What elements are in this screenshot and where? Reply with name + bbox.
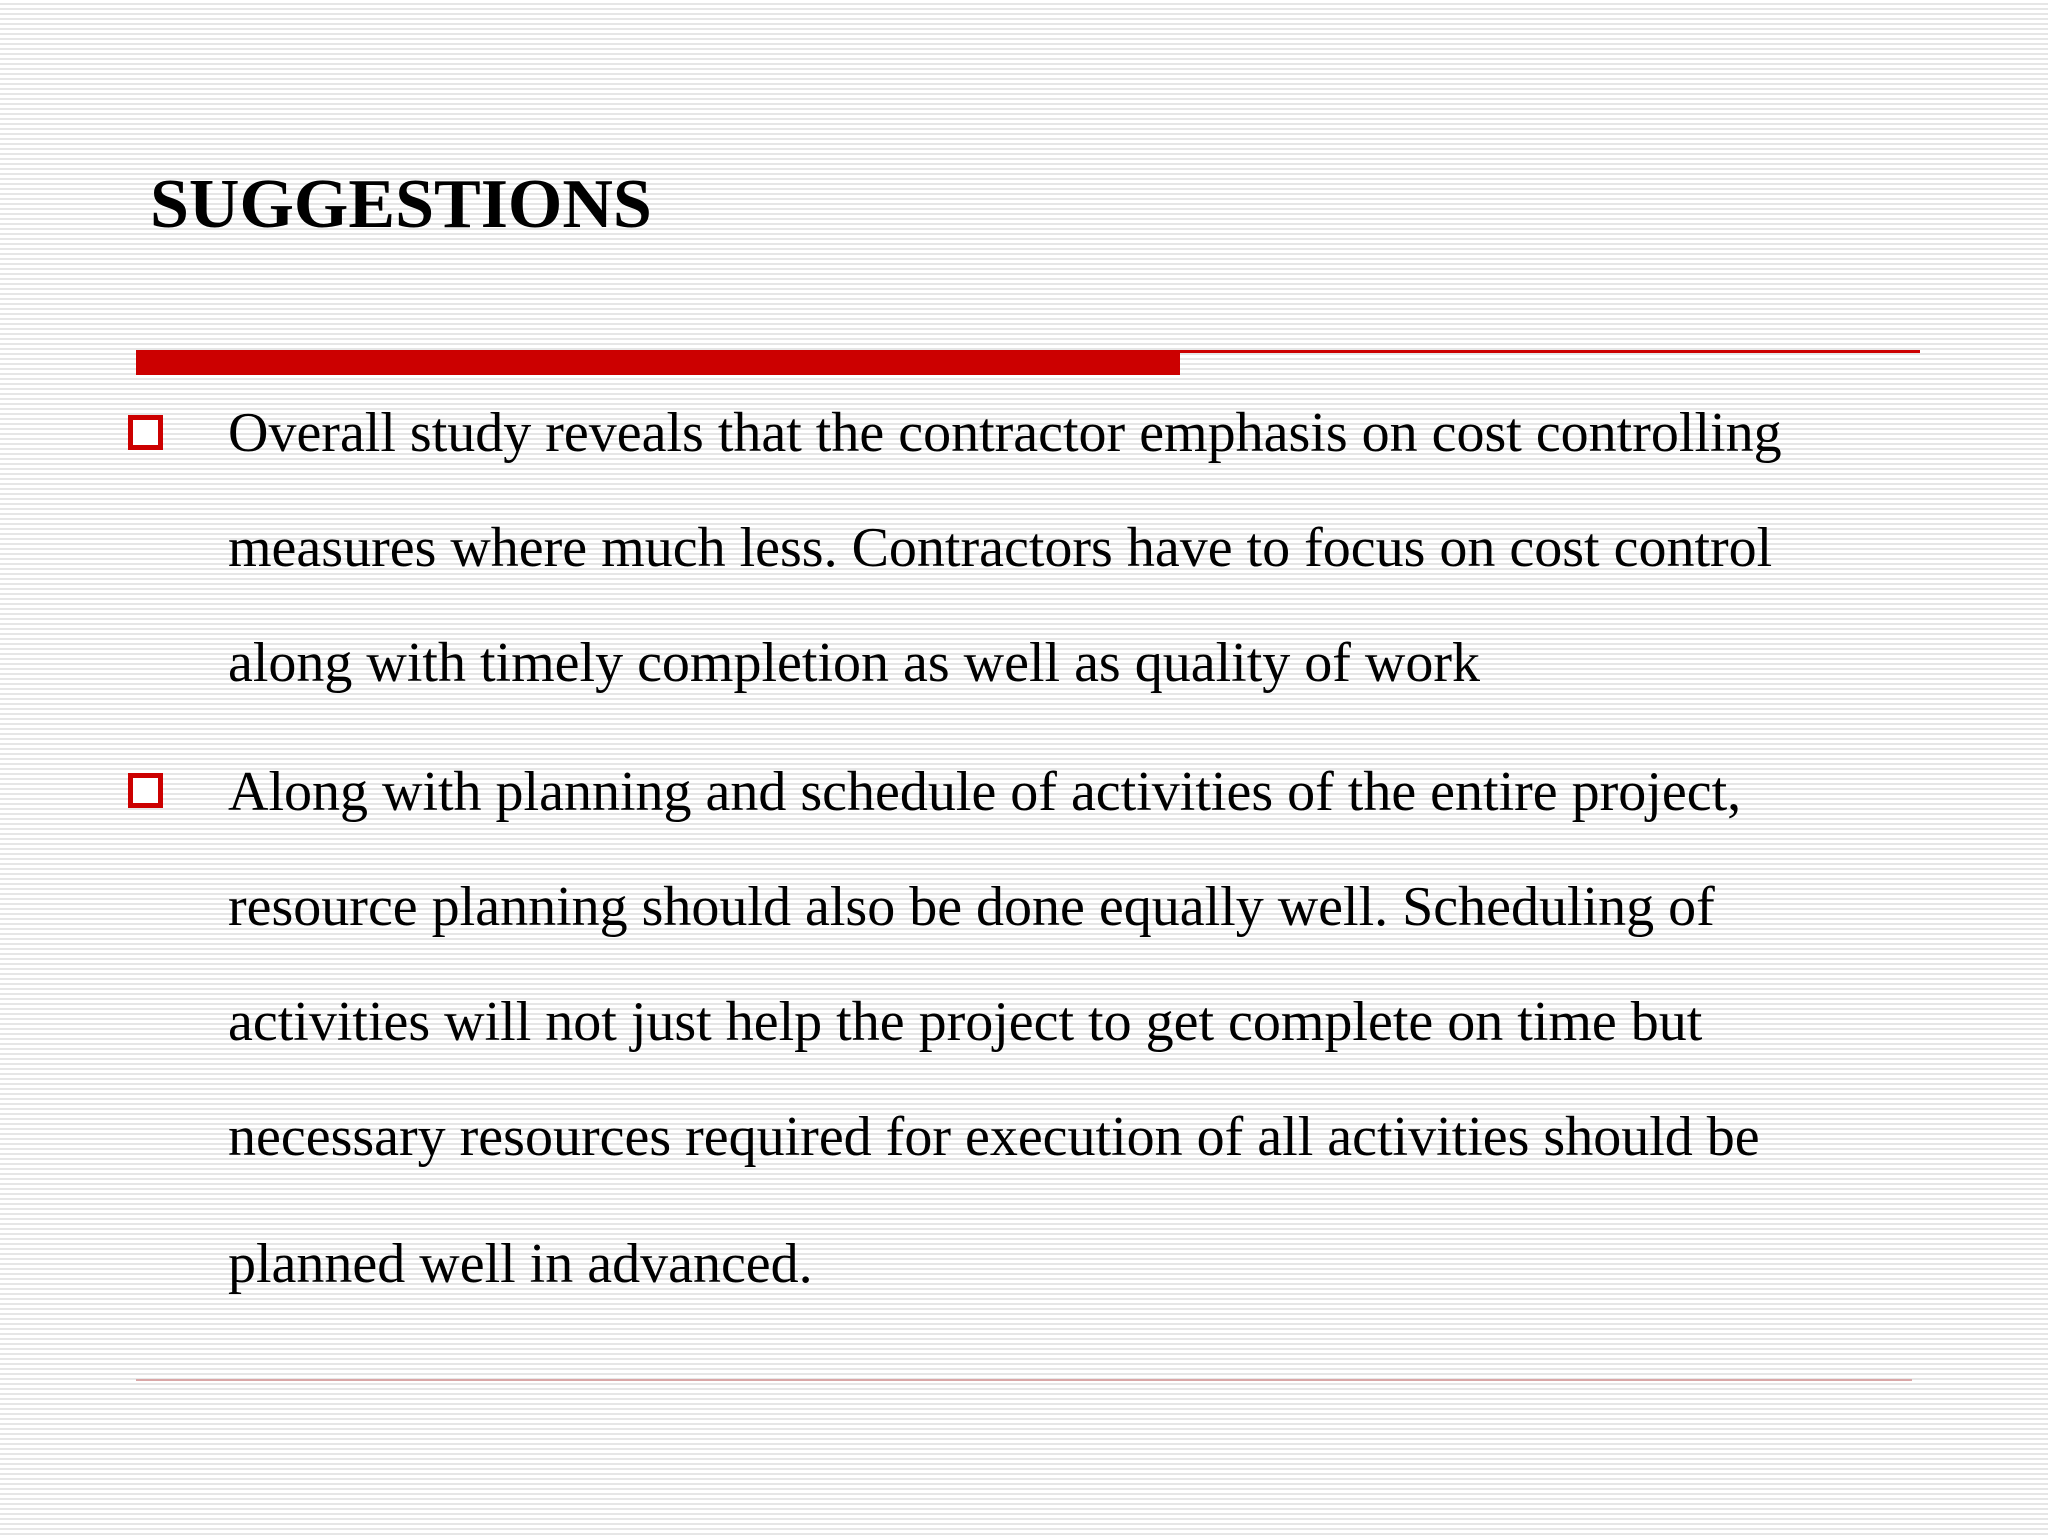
bullet-1-line-2: measures where much less. Contractors have to focus on cost control xyxy=(228,517,1773,579)
bullet-1-line-1: Overall study reveals that the contractor emphasis on cost controlling xyxy=(228,402,1782,464)
hollow-square-bullet-icon xyxy=(128,415,163,450)
bullet-2-line-2: resource planning should also be done equally well. Scheduling of xyxy=(228,876,1715,938)
bullet-2-line-3: activities will not just help the project to get complete on time but xyxy=(228,991,1703,1053)
bullet-1-line-3: along with timely completion as well as quality of work xyxy=(228,632,1480,694)
bullet-item-1 xyxy=(228,376,1928,721)
bullet-2-line-1: Along with planning and schedule of activities of the entire project, xyxy=(228,761,1742,823)
hollow-square-bullet-icon xyxy=(128,773,163,808)
bullet-2-line-4: necessary resources required for execution of all activities should be xyxy=(228,1106,1760,1168)
slide-title: SUGGESTIONS xyxy=(150,166,652,243)
footer-divider xyxy=(136,1379,1912,1381)
bullet-item-2 xyxy=(228,735,1928,1322)
bullet-2-line-5: planned well in advanced. xyxy=(228,1233,813,1295)
